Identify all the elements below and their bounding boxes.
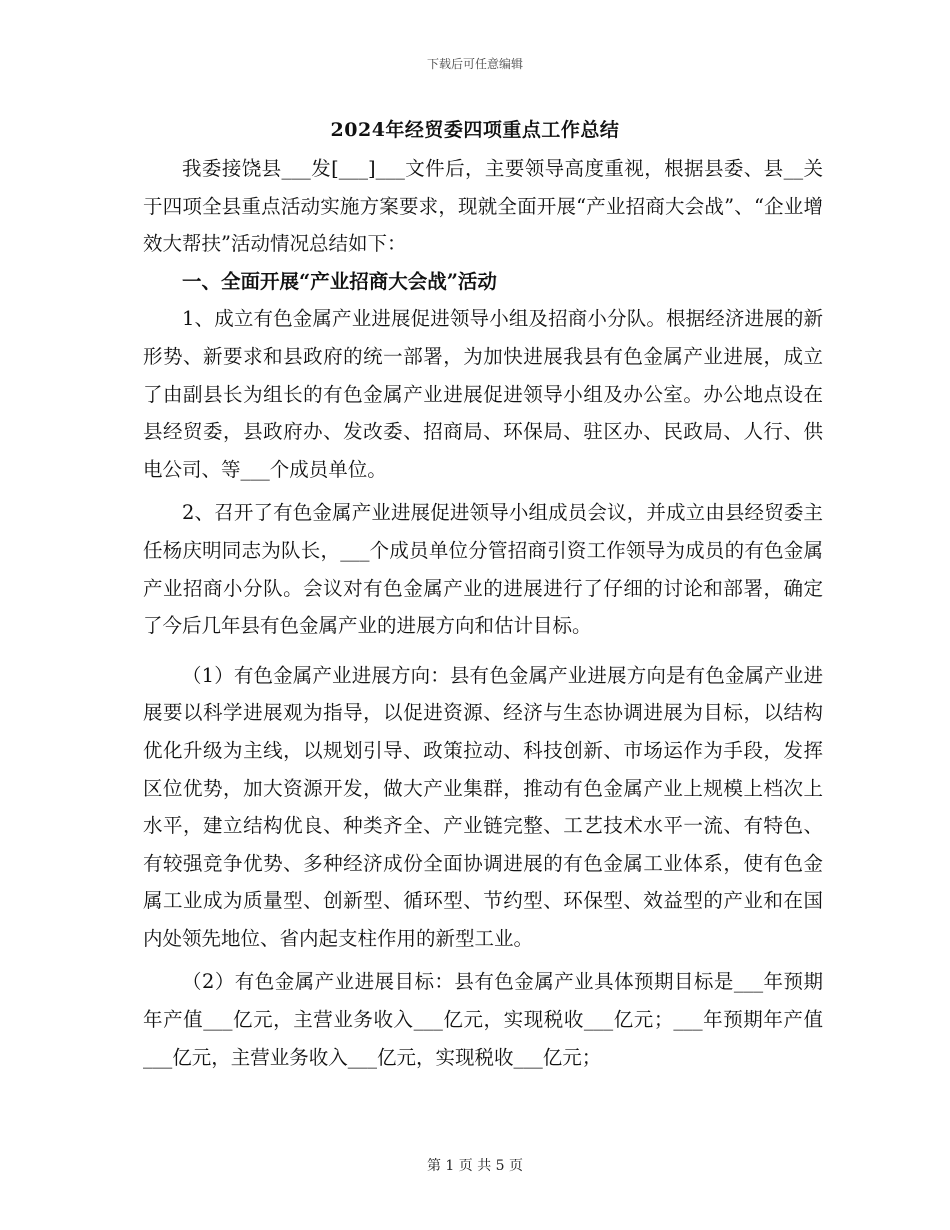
intro-paragraph: 我委接饶县___发[___]___文件后，主要领导高度重视，根据县委、县__关于四项全县重点活动实施方案要求，现就全面开展“产业招商大会战”、“企业增效大帮扶”活动情况总结如下： bbox=[143, 157, 823, 256]
document-title: 2024年经贸委四项重点工作总结 bbox=[330, 119, 620, 141]
page-header-note: 下载后可任意编辑 bbox=[426, 57, 523, 71]
body-paragraph: 2、召开了有色金属产业进展促进领导小组成员会议，并成立由县经贸委主任杨庆明同志为队长，___个成员单位分管招商引资工作领导为成员的有色金属产业招商小分队。会议对有色金属产业的进展进行了仔细的讨论和部署，确定了今后几年县有色金属产业的进展方向和估计目标。 bbox=[143, 501, 823, 638]
body-paragraph: （2）有色金属产业进展目标：县有色金属产业具体预期目标是___年预期年产值___亿元，主营业务收入___亿元，实现税收___亿元；___年预期年产值___亿元，主营业务收入___亿元，实现税收___亿元； bbox=[143, 970, 823, 1069]
section-heading: 一、全面开展“产业招商大会战”活动 bbox=[182, 269, 497, 293]
body-paragraph: （1）有色金属产业进展方向：县有色金属产业进展方向是有色金属产业进展要以科学进展观为指导，以促进资源、经济与生态协调进展为目标，以结构优化升级为主线，以规划引导、政策拉动、科技创新、市场运作为手段，发挥区位优势，加大资源开发，做大产业集群，推动有色金属产业上规模上档次上水平，建立结构优良、种类齐全、产业链完整、工艺技术水平一流、有特色、有较强竞争优势、多种经济成份全面协调进展的有色金属工业体系，使有色金属工业成为质量型、创新型、循环型、节约型、环保型、效益型的产业和在国内处领先地位、省内起支柱作用的新型工业。 bbox=[143, 663, 823, 950]
document-body bbox=[143, 150, 823, 1076]
page-number: 第 1 页 共 5 页 bbox=[426, 1158, 524, 1174]
body-paragraph: 1、成立有色金属产业进展促进领导小组及招商小分队。根据经济进展的新形势、新要求和县政府的统一部署，为加快进展我县有色金属产业进展，成立了由副县长为组长的有色金属产业进展促进领导小组及办公室。办公地点设在县经贸委，县政府办、发改委、招商局、环保局、驻区办、民政局、人行、供电公司、等___个成员单位。 bbox=[143, 307, 823, 481]
